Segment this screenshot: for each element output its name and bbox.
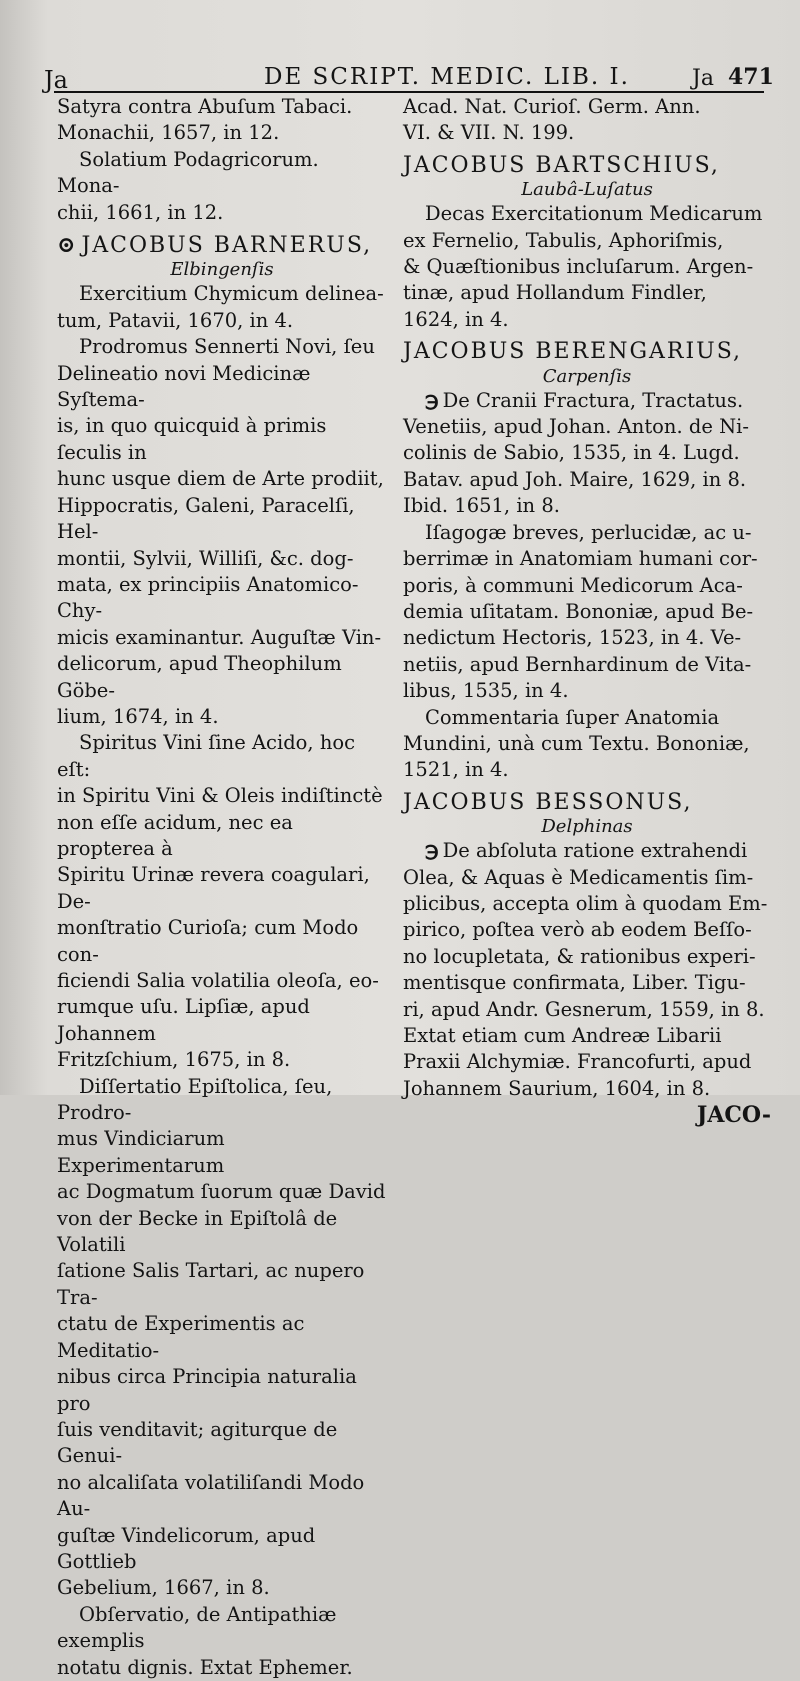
line-text: Venetiis, apud Johan. Anton. de Ni-: [403, 415, 749, 439]
entry-heading: [57, 232, 387, 259]
text-line: [403, 625, 771, 651]
header-rule: [54, 91, 764, 93]
line-text: colinis de Sabio, 1535, in 4. Lugd.: [403, 441, 740, 465]
line-text: & Quæſtionibus incluſarum. Argen-: [403, 255, 754, 279]
line-text: 1521, in 4.: [403, 758, 509, 782]
text-line: [57, 1258, 387, 1311]
line-text: non eſſe acidum, nec ea propterea à: [57, 810, 293, 860]
line-text: nibus circa Principia naturalia pro: [57, 1365, 357, 1415]
line-text: no alcaliſata volatiliſandi Modo Au-: [57, 1470, 365, 1521]
line-text: Ibid. 1651, in 8.: [403, 494, 560, 518]
line-text: guſtæ Vindelicorum, apud Gottlieb: [57, 1523, 316, 1573]
text-line: [403, 731, 771, 757]
text-line: [57, 1179, 387, 1205]
entry-heading: [403, 153, 771, 179]
text-line: [57, 1417, 387, 1470]
line-text: pirico, poſtea verò ab eodem Beſſo-: [403, 918, 752, 942]
text-line: [403, 520, 771, 546]
line-text: Johannem Saurium, 1604, in 8.: [403, 1076, 711, 1100]
right-column: [403, 94, 771, 1129]
line-text: ri, apud Andr. Gesnerum, 1559, in 8.: [403, 997, 765, 1021]
line-text: micis examinantur. Auguſtæ Vin-: [57, 625, 382, 649]
line-text: netiis, apud Bernhardinum de Vita-: [403, 652, 752, 676]
text-line: [403, 599, 771, 625]
line-text: Hippocratis, Galeni, Paracelſi, Hel-: [57, 493, 355, 544]
text-line: [57, 413, 387, 466]
line-text: nedictum Hectoris, 1523, in 4. Ve-: [403, 626, 742, 650]
line-text: ſatione Salis Tartari, ac nupero Tra-: [57, 1259, 365, 1309]
line-text: Delphinas: [541, 816, 633, 838]
line-text: Olea, & Aquas è Medicamentis ſim-: [403, 865, 754, 889]
text-line: [57, 308, 387, 334]
text-line: [57, 361, 387, 414]
entry-heading: [403, 790, 771, 816]
line-text: berrimæ in Anatomiam humani cor-: [403, 547, 758, 571]
header-title: DE SCRIPT. MEDIC. LIB. I.: [264, 64, 630, 90]
text-line: [57, 1206, 387, 1259]
line-text: JACOBUS BARNERUS,: [81, 233, 373, 259]
line-text: demia uſitatam. Bononiæ, apud Be-: [403, 599, 754, 623]
text-line: [403, 254, 771, 280]
line-text: lium, 1674, in 4.: [57, 704, 219, 728]
text-line: [403, 1023, 771, 1049]
line-text: Monachii, 1657, in 12.: [57, 121, 280, 145]
text-line: [57, 1655, 387, 1681]
line-text: mentisque confirmata, Liber. Tigu-: [403, 971, 746, 995]
text-line: [403, 546, 771, 572]
line-text: VI. & VII. N. 199.: [403, 121, 575, 145]
header-right-tag: Ja: [692, 66, 714, 91]
line-text: De abſoluta ratione extrahendi: [442, 839, 748, 863]
line-text: Laubâ-Luſatus: [521, 179, 653, 201]
line-text: Extat etiam cum Andreæ Libarii: [403, 1024, 722, 1047]
text-line: [57, 466, 387, 492]
line-text: Spiritu Urinæ revera coagulari, De-: [57, 863, 370, 913]
text-line: [403, 944, 771, 970]
text-line: [403, 678, 771, 704]
line-text: Acad. Nat. Curioſ. Germ. Ann.: [403, 95, 701, 118]
line-text: ficiendi Salia volatilia oleoſa, eo-: [57, 969, 379, 992]
text-line: [57, 334, 387, 360]
text-line: [57, 1575, 387, 1601]
text-line: [57, 1364, 387, 1417]
line-text: Exercitium Chymicum delinea-: [79, 282, 384, 306]
text-line: [403, 1076, 771, 1102]
text-line: [57, 1074, 387, 1127]
text-line: [403, 652, 771, 678]
line-text: montii, Sylvii, Williſi, &c. dog-: [57, 546, 354, 570]
line-text: tinæ, apud Hollandum Findler,: [403, 281, 707, 305]
line-text: plicibus, accepta olim à quodam Em-: [403, 891, 768, 915]
line-text: Obſervatio, de Antipathiæ exemplis: [57, 1602, 337, 1653]
text-line: [403, 228, 771, 254]
line-text: notatu dignis. Extat Ephemer.: [57, 1655, 353, 1679]
text-line: [403, 467, 771, 493]
text-line: [57, 810, 387, 863]
entry-origin: [57, 259, 387, 281]
line-text: Gebelium, 1667, in 8.: [57, 1576, 270, 1600]
entry-heading: [403, 339, 771, 365]
text-line: [403, 705, 771, 731]
line-text: 1624, in 4.: [403, 307, 509, 331]
text-line: [403, 94, 771, 120]
text-line: [57, 281, 387, 307]
text-line: [57, 1126, 387, 1179]
text-line: [57, 147, 387, 200]
line-text: chii, 1661, in 12.: [57, 200, 224, 224]
line-text: Prodromus Sennerti Novi, ſeu: [79, 335, 375, 359]
line-text: JACOBUS BESSONUS,: [403, 789, 693, 815]
text-line: [403, 917, 771, 943]
text-line: [403, 865, 771, 891]
line-text: ac Dogmatum ſuorum quæ David: [57, 1180, 386, 1204]
line-text: delicorum, apud Theophilum Göbe-: [57, 652, 342, 702]
line-text: libus, 1535, in 4.: [403, 679, 569, 703]
text-line: [57, 1602, 387, 1655]
line-text: ex Fernelio, Tabulis, Aphoriſmis,: [403, 228, 724, 252]
text-line: [57, 651, 387, 704]
text-line: [403, 201, 771, 227]
running-header: [34, 58, 774, 94]
line-text: Satyra contra Abuſum Tabaci.: [57, 95, 353, 118]
entry-mark: ℈: [425, 839, 439, 863]
text-line: [57, 730, 387, 783]
text-line: [57, 1470, 387, 1523]
text-line: [403, 573, 771, 599]
line-text: Mundini, unà cum Textu. Bononiæ,: [403, 731, 750, 755]
text-line: [57, 200, 387, 226]
line-text: hunc usque diem de Arte prodiit,: [57, 467, 384, 491]
line-text: JACOBUS BARTSCHIUS,: [403, 152, 720, 178]
text-line: [403, 891, 771, 917]
line-text: Commentaria ſuper Anatomia: [425, 705, 720, 729]
text-line: [403, 997, 771, 1023]
text-line: [57, 915, 387, 968]
line-text: JACO-: [696, 1102, 771, 1129]
line-text: is, in quo quicquid à primis ſeculis in: [57, 414, 327, 464]
text-line: [57, 994, 387, 1047]
line-text: Delineatio novi Medicinæ Syſtema-: [57, 361, 311, 412]
text-line: [403, 838, 771, 864]
text-line: [403, 1049, 771, 1075]
line-text: Batav. apud Joh. Maire, 1629, in 8.: [403, 467, 747, 491]
page-number: 471: [728, 64, 774, 90]
line-text: JACOBUS BERENGARIUS,: [403, 339, 742, 365]
line-text: Praxii Alchymiæ. Francofurti, apud: [403, 1050, 752, 1074]
line-text: Elbingenſis: [170, 259, 274, 281]
line-text: mata, ex principiis Anatomico-Chy-: [57, 572, 359, 623]
text-line: [403, 757, 771, 783]
line-text: monſtratio Curioſa; cum Modo con-: [57, 916, 359, 966]
line-text: Carpenſis: [542, 365, 632, 387]
text-line: [57, 625, 387, 651]
text-line: [403, 120, 771, 146]
text-line: [57, 1311, 387, 1364]
text-line: [403, 388, 771, 414]
text-line: [403, 440, 771, 466]
entry-origin: [403, 179, 771, 201]
line-text: mus Vindiciarum Experimentarum: [57, 1127, 225, 1177]
text-line: [57, 1047, 387, 1073]
text-line: [57, 94, 387, 120]
line-text: ctatu de Experimentis ac Meditatio-: [57, 1312, 305, 1362]
text-line: [403, 414, 771, 440]
line-text: Solatium Podagricorum. Mona-: [57, 147, 319, 198]
line-text: Fritzſchium, 1675, in 8.: [57, 1048, 291, 1072]
line-text: in Spiritu Vini & Oleis indiſtinctè: [57, 784, 383, 808]
entry-origin: [403, 816, 771, 838]
line-text: De Cranii Fractura, Tractatus.: [442, 388, 744, 412]
line-text: tum, Patavii, 1670, in 4.: [57, 308, 294, 332]
header-left-tag: Ja: [44, 66, 68, 94]
text-line: [57, 862, 387, 915]
left-column: [57, 94, 387, 1681]
line-text: no locupletata, & rationibus experi-: [403, 944, 756, 968]
text-line: [403, 280, 771, 306]
text-line: [57, 493, 387, 546]
entry-origin: [403, 366, 771, 388]
line-text: von der Becke in Epiſtolâ de Volatili: [57, 1206, 338, 1257]
entry-mark: ⊙: [57, 232, 78, 259]
line-text: rumque uſu. Lipſiæ, apud Johannem: [57, 995, 310, 1045]
text-line: [57, 704, 387, 730]
line-text: Spiritus Vini ſine Acido, hoc eſt:: [57, 731, 356, 781]
catchword: [403, 1102, 771, 1128]
line-text: Iſagogæ breves, perlucidæ, ac u-: [425, 520, 752, 544]
text-line: [57, 572, 387, 625]
text-line: [57, 120, 387, 146]
text-line: [403, 493, 771, 519]
line-text: Decas Exercitationum Medicarum: [425, 202, 763, 226]
line-text: Diſſertatio Epiſtolica, ſeu, Prodro-: [57, 1074, 333, 1125]
text-line: [57, 968, 387, 994]
line-text: poris, à communi Medicorum Aca-: [403, 573, 743, 597]
text-line: [57, 783, 387, 809]
text-line: [403, 970, 771, 996]
text-line: [403, 307, 771, 333]
entry-mark: ℈: [425, 388, 439, 412]
text-line: [57, 1523, 387, 1576]
text-line: [57, 546, 387, 572]
line-text: ſuis venditavit; agiturque de Genui-: [57, 1417, 338, 1468]
